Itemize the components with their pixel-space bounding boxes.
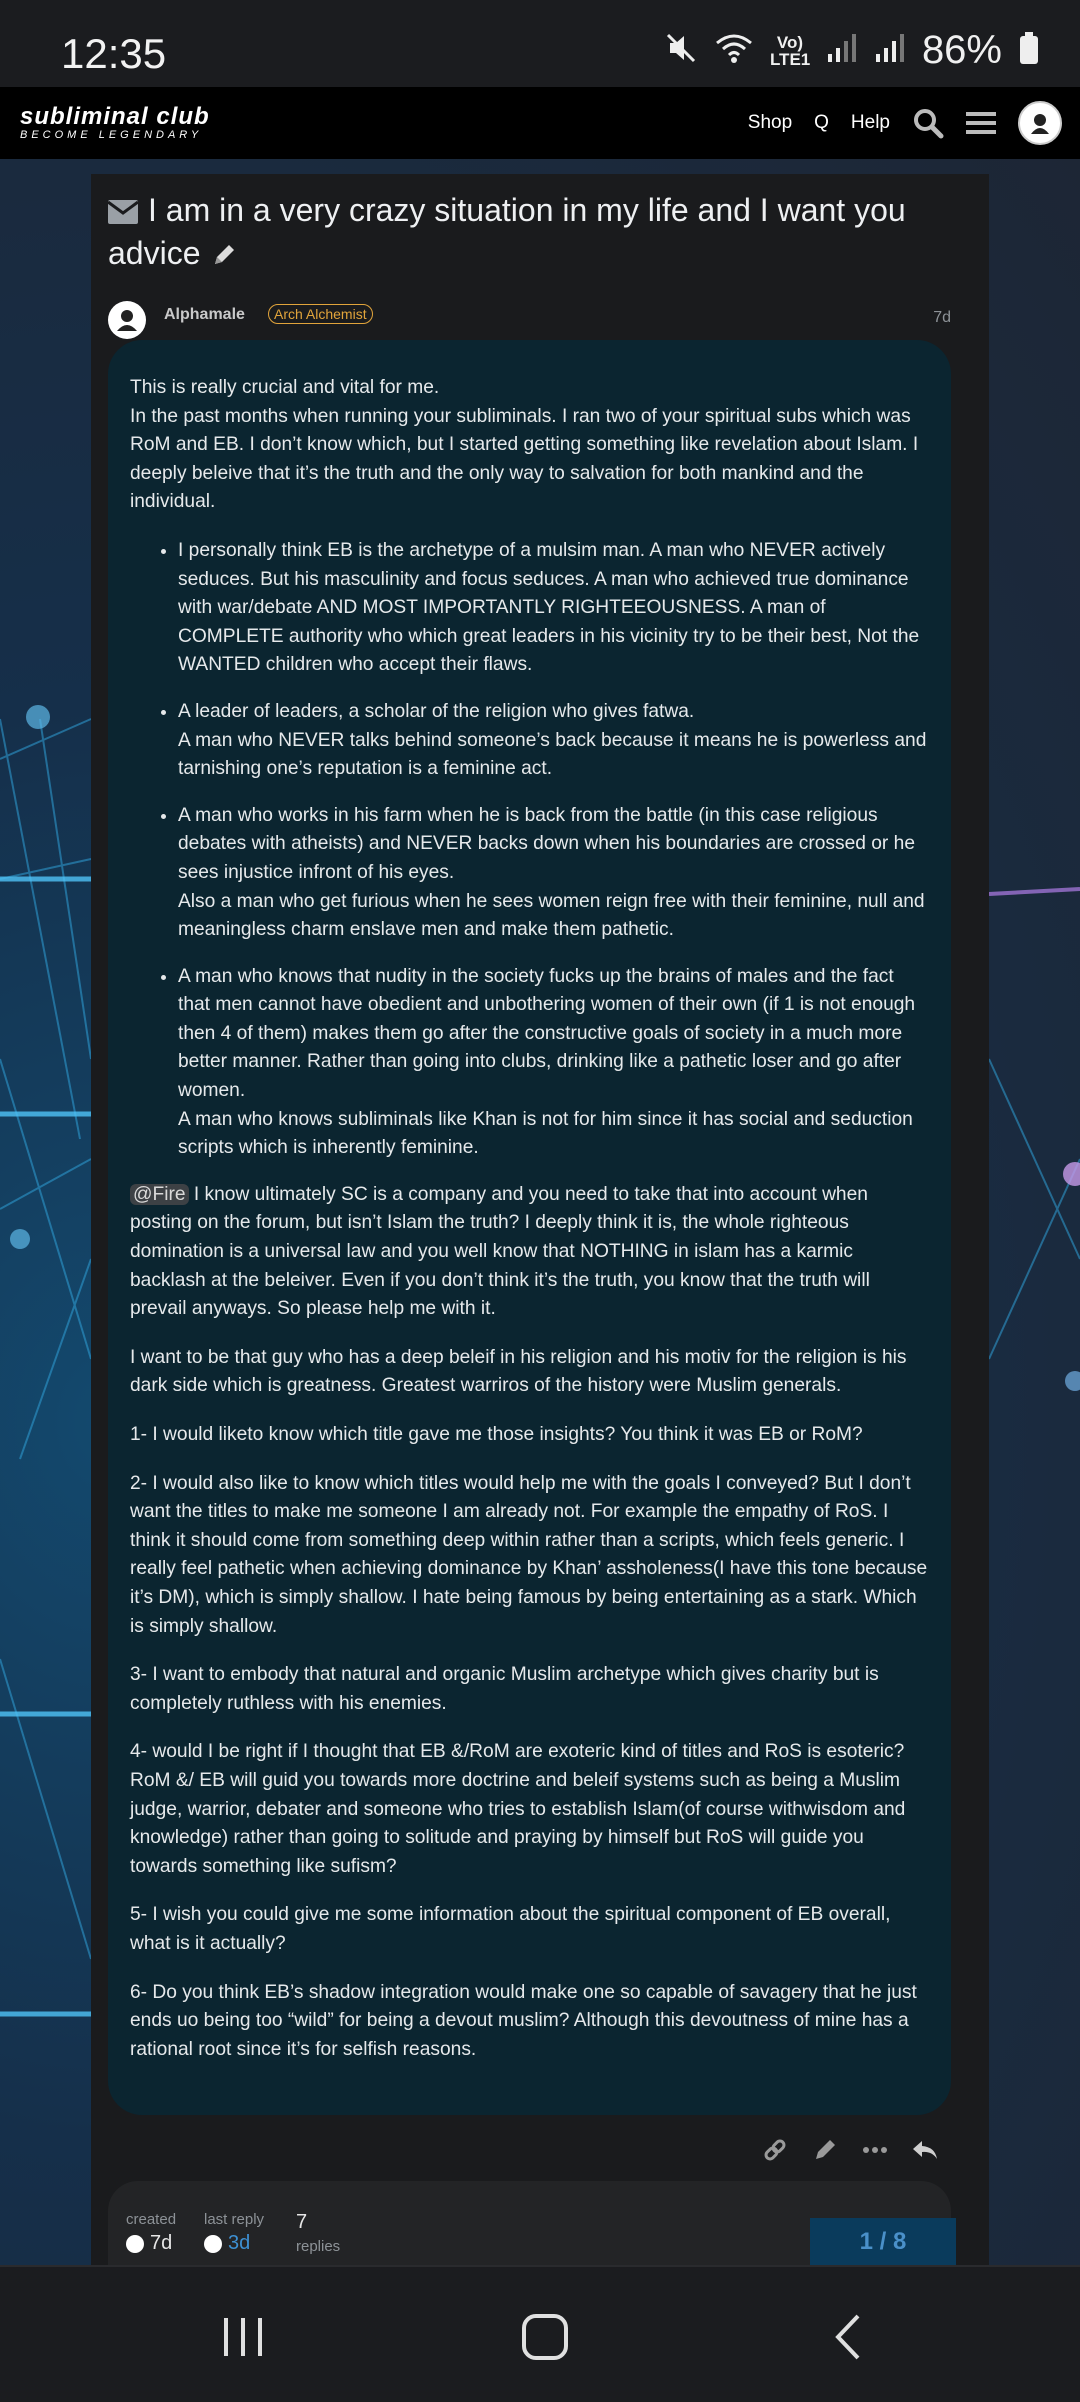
post-bullet-list (130, 537, 929, 1163)
system-nav-bar (0, 2265, 1080, 2402)
battery-icon (1018, 31, 1040, 70)
envelope-icon (108, 193, 138, 233)
post-paragraph: I want to be that guy who has a deep beleif in his religion and his motiv for the religion is his dark side which is greatness. Greatest warriros of the history were Muslim generals. (130, 1346, 907, 1397)
signal-icon-2 (874, 32, 906, 69)
site-header (0, 87, 1080, 159)
link-icon[interactable] (761, 2136, 789, 2164)
poster-username[interactable]: Alphamale (164, 306, 245, 323)
nav-help[interactable]: Help (850, 112, 890, 133)
post-paragraph: 3- I want to embody that natural and organic Muslim archetype which gives charity but is completely ruthless with his enemies. (130, 1664, 879, 1714)
signal-icon (826, 32, 858, 69)
reply-icon[interactable] (911, 2136, 939, 2164)
site-logo[interactable]: subliminal club BECOME LEGENDARY (20, 103, 210, 141)
status-time: 12:35 (61, 30, 167, 77)
post-intro: This is really crucial and vital for me. In the past months when running your subliminals. I ran two of your spiritual subs which was RoM and EB. I don’t know which, but I started getting something like revelation about Islam. I deeply beleive that it’s the truth and the only way to salvation for both mankind and the individual. (130, 377, 919, 513)
post-paragraph: 4- would I be right if I thought that EB &/RoM are exoteric kind of titles and RoS is esoteric? RoM &/ EB will guid you towards more doctrine and beleif systems such as being a Muslim judge, warrior, debater and someone who tries to establish Islam(of course withwisdom and knowledge) rather than going to solitude and praying by himself but RoS will guide you towards something like sufism? (130, 1741, 906, 1877)
avatar[interactable] (126, 2235, 144, 2253)
post-paragraph: 1- I would liketo know which title gave me those insights? You think it was EB or RoM? (130, 1424, 863, 1445)
poster-badge[interactable]: Arch Alchemist (268, 304, 373, 324)
post-body (108, 340, 951, 2115)
home-icon[interactable] (515, 2307, 575, 2367)
nav-shop[interactable]: Shop (747, 112, 793, 133)
post-header (108, 301, 968, 341)
list-item: • A man who works in his farm when he is back from the battle (in this case religious debates with atheists) and NEVER backs down when his boundaries are crossed or he sees injustice infront of his eyes. Also a man who get furious when he sees women reign free with their feminine, null and meaningless charm enslave men and make them pathetic. (178, 802, 929, 945)
summary-last-reply: last reply 3d (204, 2211, 265, 2254)
post-actions (761, 2136, 939, 2164)
topic-title-text: I am in a very crazy situation in my life and I want you advice (108, 192, 906, 271)
mute-icon (664, 31, 698, 70)
summary-created: created 7d (126, 2211, 177, 2254)
summary-replies: 7 replies (296, 2211, 341, 2255)
battery-text: 86% (921, 28, 1002, 72)
back-icon[interactable] (818, 2307, 878, 2367)
edit-icon[interactable] (811, 2136, 839, 2164)
post-mention-paragraph: @Fire I know ultimately SC is a company and you need to take that into account when posting on the forum, but isn’t Islam the truth? I deeply think it is, the whole righteous domination is a universal law and you well know that NOTHING in islam has a karmic backlash at the beleiver. Even if you don’t think it’s the truth, you know that the truth will prevail anyways. So please help me with it. (130, 1183, 870, 1320)
avatar[interactable] (204, 2235, 222, 2253)
post-paragraph: 6- Do you think EB’s shadow integration would make one so capable of savagery that he just ends uo being too “wild” for being a devout muslim? Although this devoutness of mine has a rational root since it’s for selfish reasons. (130, 1981, 917, 2060)
header-nav (748, 87, 1080, 159)
status-bar (0, 0, 1080, 87)
topic-title (108, 190, 958, 277)
list-item: • I personally think EB is the archetype of a mulsim man. A man who NEVER actively seduces. But his masculinity and focus seduces. A man who achieved true dominance with war/debate AND MOST IMPORTANTLY RIGHTEEOUSNESS. A man of COMPLETE authority who which great leaders in his vicinity try to be their best, Not the WANTED children who accept their flaws. (178, 537, 929, 680)
nav-q[interactable]: Q (814, 112, 829, 133)
topic-progress[interactable]: 1 / 8 (810, 2218, 956, 2265)
post-paragraph: 5- I wish you could give me some information about the spiritual component of EB overall, what is it actually? (130, 1904, 891, 1954)
pencil-icon[interactable] (211, 237, 237, 277)
search-icon[interactable] (912, 107, 944, 139)
post-paragraph: 2- I would also like to know which titles would help me with the goals I conveyed? But I don’t want the titles to make me someone I am already not. For example the empathy of RoS. I think it should come from something deep within rather than a scripts, which feels generic. I really feel pathetic when achieving dominance by Khan’ assholeness(I have this tone because it’s DM), which is simply shallow. I hate being famous by being entertaining as a stark. Which is simply shallow. (130, 1472, 928, 1637)
menu-icon[interactable] (966, 110, 996, 136)
wifi-icon (714, 31, 754, 70)
network-type: Vo) LTE1 (769, 32, 811, 69)
user-avatar[interactable] (1018, 101, 1062, 145)
topic-card (91, 174, 989, 2265)
mention-link[interactable]: @Fire (130, 1184, 189, 1205)
list-item: • A man who knows that nudity in the society fucks up the brains of males and the fact that men cannot have obedient and unbothering women of their own (if 1 is not enough then 4 of them) makes them go after the constructive goals of society in a much more better manner. Rather than going into clubs, drinking like a pathetic loser and go after women. A man who knows subliminals like Khan is not for him since it has social and seduction scripts which is inherently feminine. (178, 963, 929, 1163)
list-item: • A leader of leaders, a scholar of the religion who gives fatwa. A man who NEVER talks behind someone’s back because it means he is powerless and tarnishing one’s reputation is a feminine act. (178, 698, 929, 784)
poster-avatar[interactable] (108, 301, 146, 339)
more-icon[interactable] (861, 2136, 889, 2164)
recents-icon[interactable] (213, 2307, 273, 2367)
post-date[interactable]: 7d (933, 309, 951, 326)
